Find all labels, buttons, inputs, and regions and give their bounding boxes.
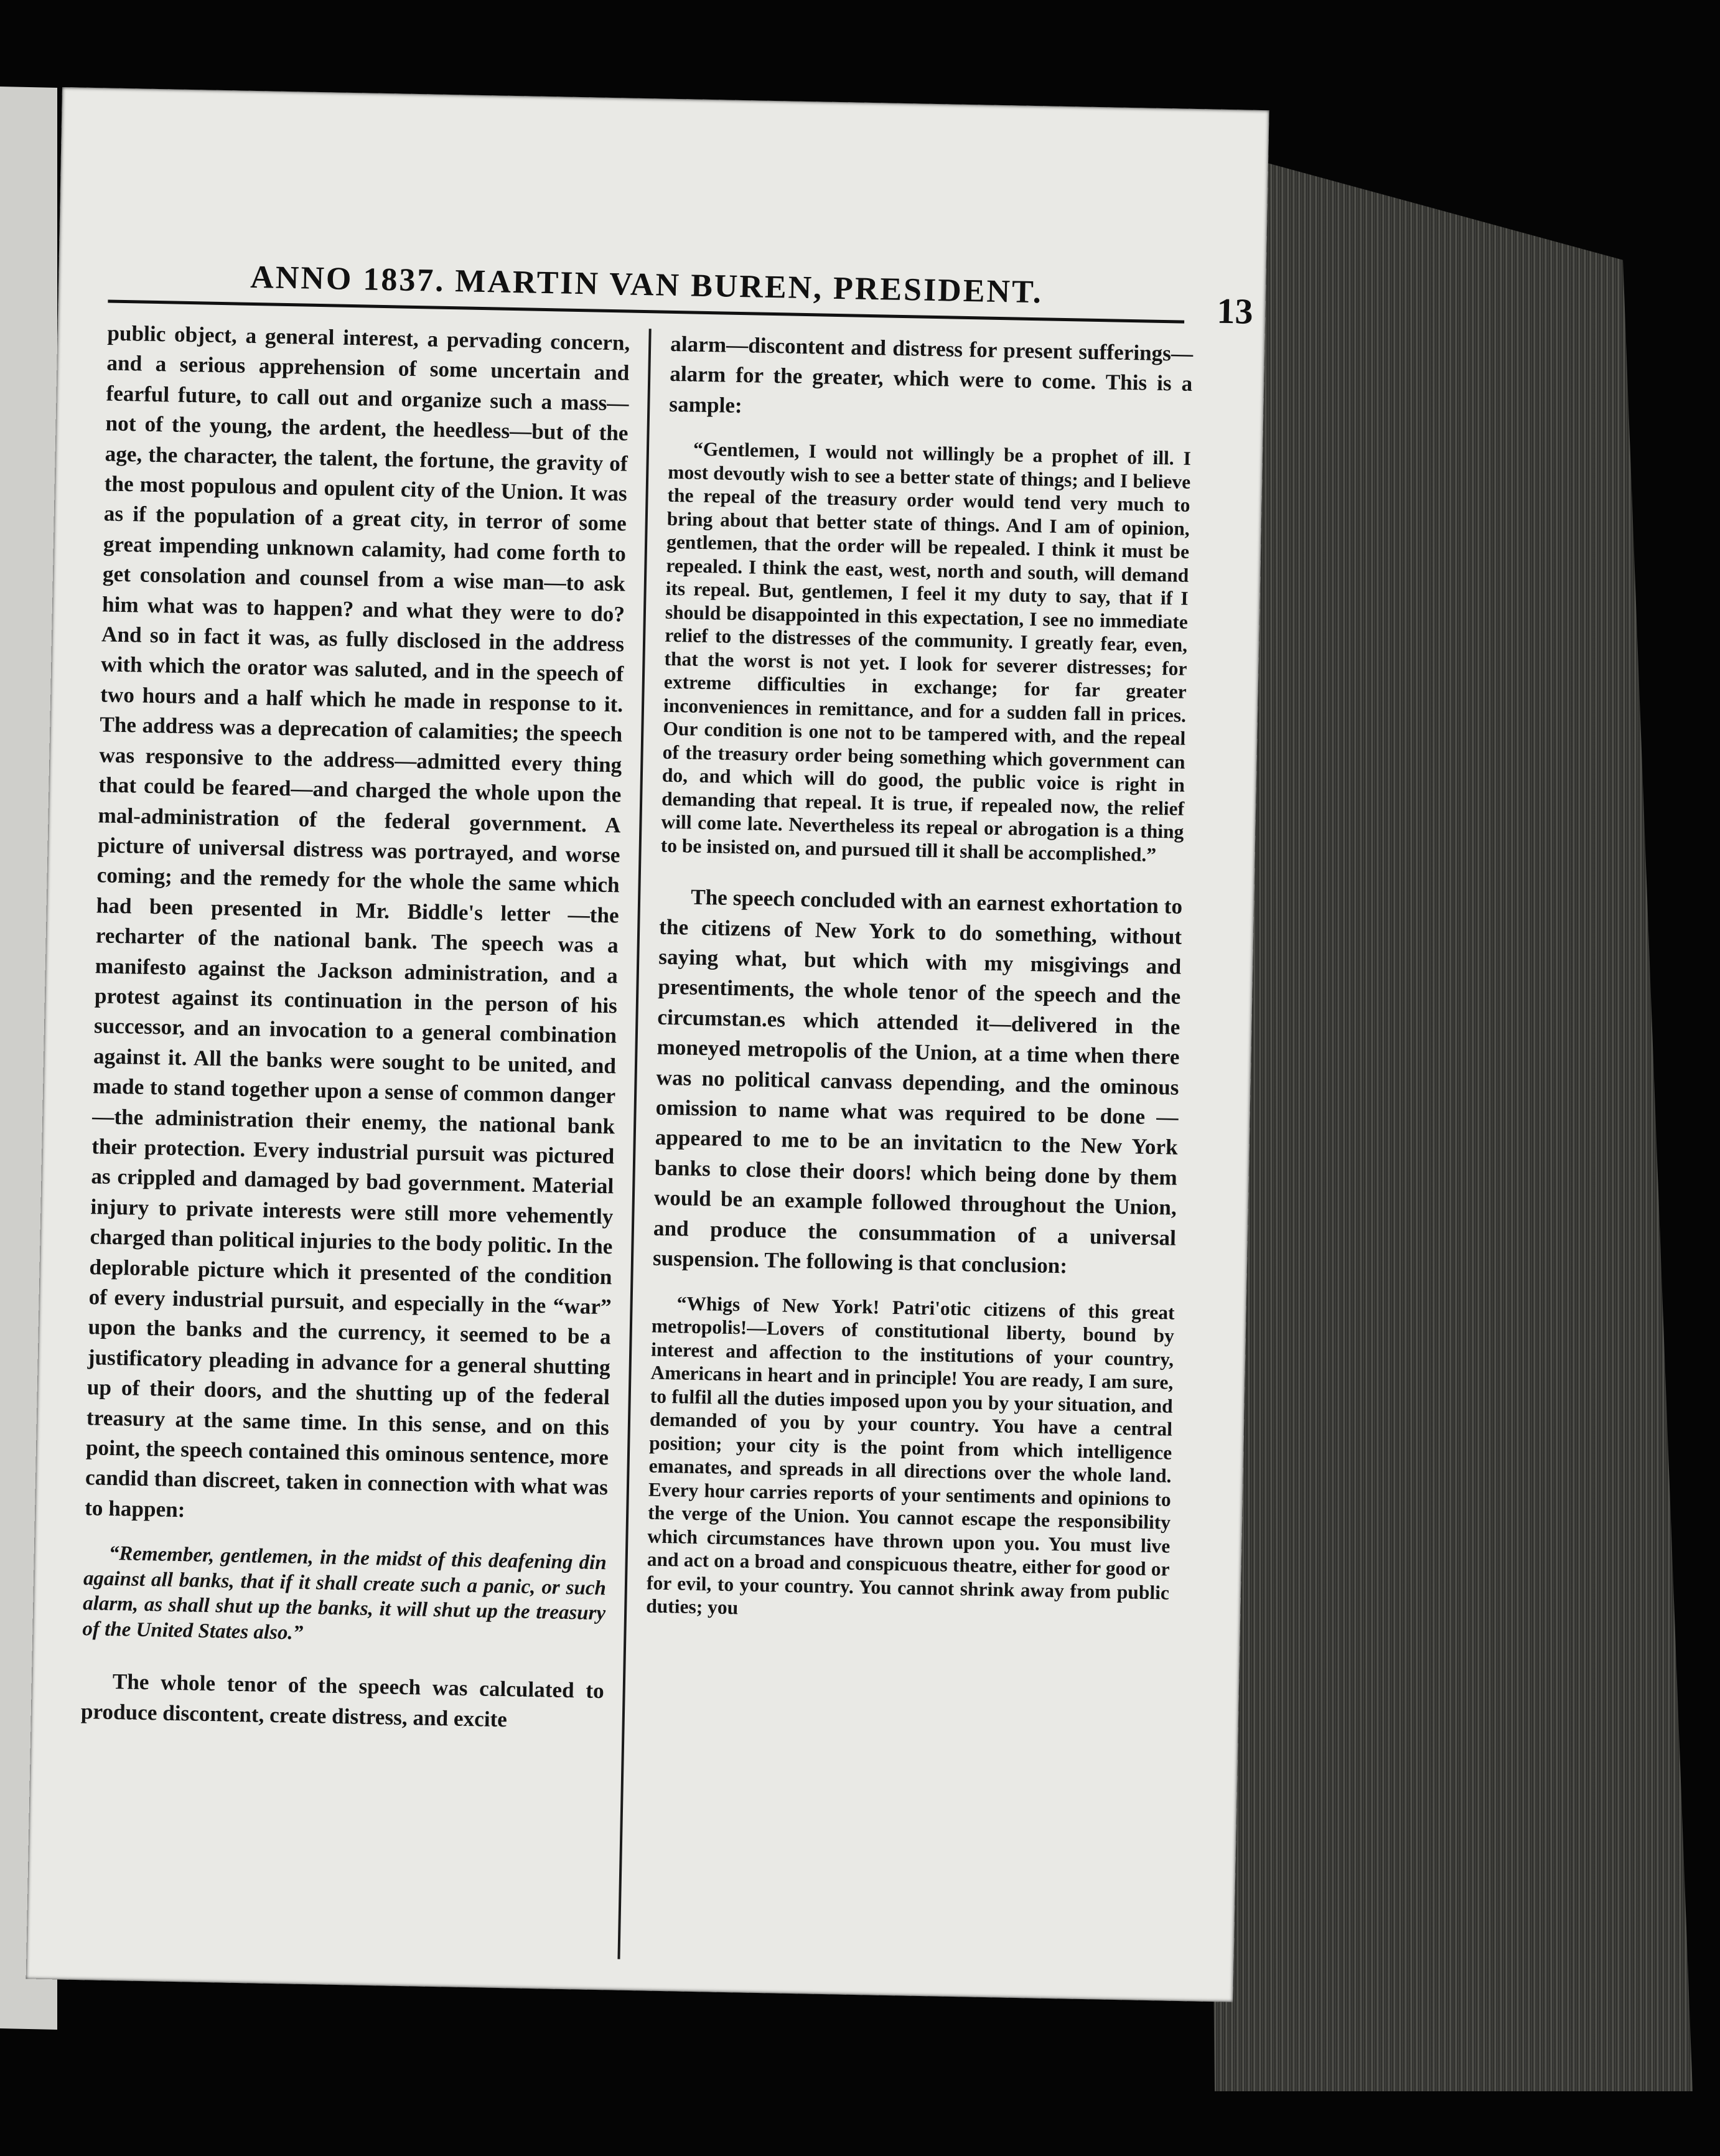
page-header xyxy=(108,243,1254,332)
left-paragraph-2: The whole tenor of the speech was calculated to produce discontent, create distress, and excite xyxy=(80,1669,605,1732)
running-head: ANNO 1837. MARTIN VAN BUREN, PRESIDENT. xyxy=(250,259,1044,311)
left-quote: “Remember, gentlemen, in the midst of this deafening din against all banks, that if it shall create such a panic, or such alarm, as shall shut up the banks, it will shut up the treasury of the United States also.” xyxy=(82,1542,607,1644)
right-column xyxy=(645,329,1193,1652)
page-number: 13 xyxy=(1216,290,1254,332)
left-paragraph-1: public object, a general interest, a pervading concern, and a serious apprehension of some uncertain and fearful future, to call out and organize such a mass—not of the young, the ardent, the heedless—but of the age, the character, the talent, the fortune, the gravity of the most populous and opulent city of the Union. It was as if the population of a great city, in terror of some great impending unknown calamity, had come forth to get consolation and counsel from a wise man—to ask him what was to happen? and what they were to do? And so in fact it was, as fully disclosed in the address with which the orator was saluted, and in the speech of two hours and a half which he made in response to it. The address was a deprecation of calamities; the speech was responsive to the address—admitted every thing that could be feared—and charged the whole upon the mal-administration of the federal government. A picture of universal distress was portrayed, and worse coming; and the remedy for the whole the same which had been presented in Mr. Biddle's letter —the recharter of the national bank. The speech was a manifesto against the Jackson administration, and a protest against its continuation in the person of his successor, and an invocation to a general combination against it. All the banks were sought to be united, and made to stand together upon a sense of common danger—the administration their enemy, the national bank their protection. Every industrial pursuit was pictured as crippled and damaged by bad government. Material injury to private interests were still more vehemently charged than political injuries to the body politic. In the deplorable picture which it presented of the condition of every industrial pursuit, and especially in the “war” upon the banks and the currency, it seemed to be a justificatory pleading in advance for a general shutting up of their doors, and the shutting up of the federal treasury at the same time. In this sense, and on this point, the speech contained this ominous sentence, more candid than discreet, taken in connection with what was to happen: xyxy=(84,321,630,1522)
right-paragraph-2: The speech concluded with an earnest exhortation to the citizens of New York to do something, without saying what, but which with my misgivings and presentiments, the whole tenor of the speech and the circumstan.es which attended it—delivered in the moneyed metropolis of the Union, at a time when there was no political canvass depending, and the ominous omission to name what was required to be done —appeared to me to be an invitaticn to the New York banks to close their doors! which being done by them would be an example followed throughout the Union, and produce the consummation of a universal suspension. The following is that conclusion: xyxy=(652,884,1183,1278)
book-page-stack-edge xyxy=(1195,143,1693,2091)
right-quote-1: “Gentlemen, I would not willingly be a prophet of ill. I most devoutly wish to see a better state of things; and I believe the repeal of the treasury order would tend very much to bring about that better state of things. And I am of opinion, gentlemen, that the order will be repealed. I think it must be repealed. I think the east, west, north and south, will demand its repeal. But, gentlemen, I feel it my duty to say, that if I should be disappointed in this expectation, I see no immediate relief to the distresses of the community. I greatly fear, even, that the worst is not yet. I look for severer distresses; for extreme difficulties in exchange; for far greater inconveniences in remittance, and for a sudden fall in prices. Our condition is one not to be tampered with, and the repeal of the treasury order being something which government can do, and which will do good, the public voice is right in demanding that repeal. It is true, if repealed now, the relief will come late. Nevertheless its repeal or abrogation is a thing to be insisted on, and pursued till it shall be accomplished.” xyxy=(660,438,1192,866)
book-page xyxy=(26,87,1269,2002)
left-column xyxy=(80,318,630,1754)
right-quote-2: “Whigs of New York! Patri'otic citizens of this great metropolis!—Lovers of constitutional liberty, bound by interest and affection to the institutions of your country, Americans in heart and in principle! You are ready, I am sure, to fulfil all the duties imposed upon you by your situation, and demanded of you by your country. You have a central position; your city is the point from which intelligence emanates, and spreads in all directions over the whole land. Every hour carries reports of your sentiments and opinions to the verge of the Union. You cannot escape the responsibility which circumstances have thrown upon you. You must live and act on a broad and conspicuous theatre, either for good or for evil, to your country. You cannot shrink away from public duties; you xyxy=(645,1291,1175,1619)
right-paragraph-1: alarm—discontent and distress for present sufferings—alarm for the greater, which were to come. This is a sample: xyxy=(669,331,1194,418)
